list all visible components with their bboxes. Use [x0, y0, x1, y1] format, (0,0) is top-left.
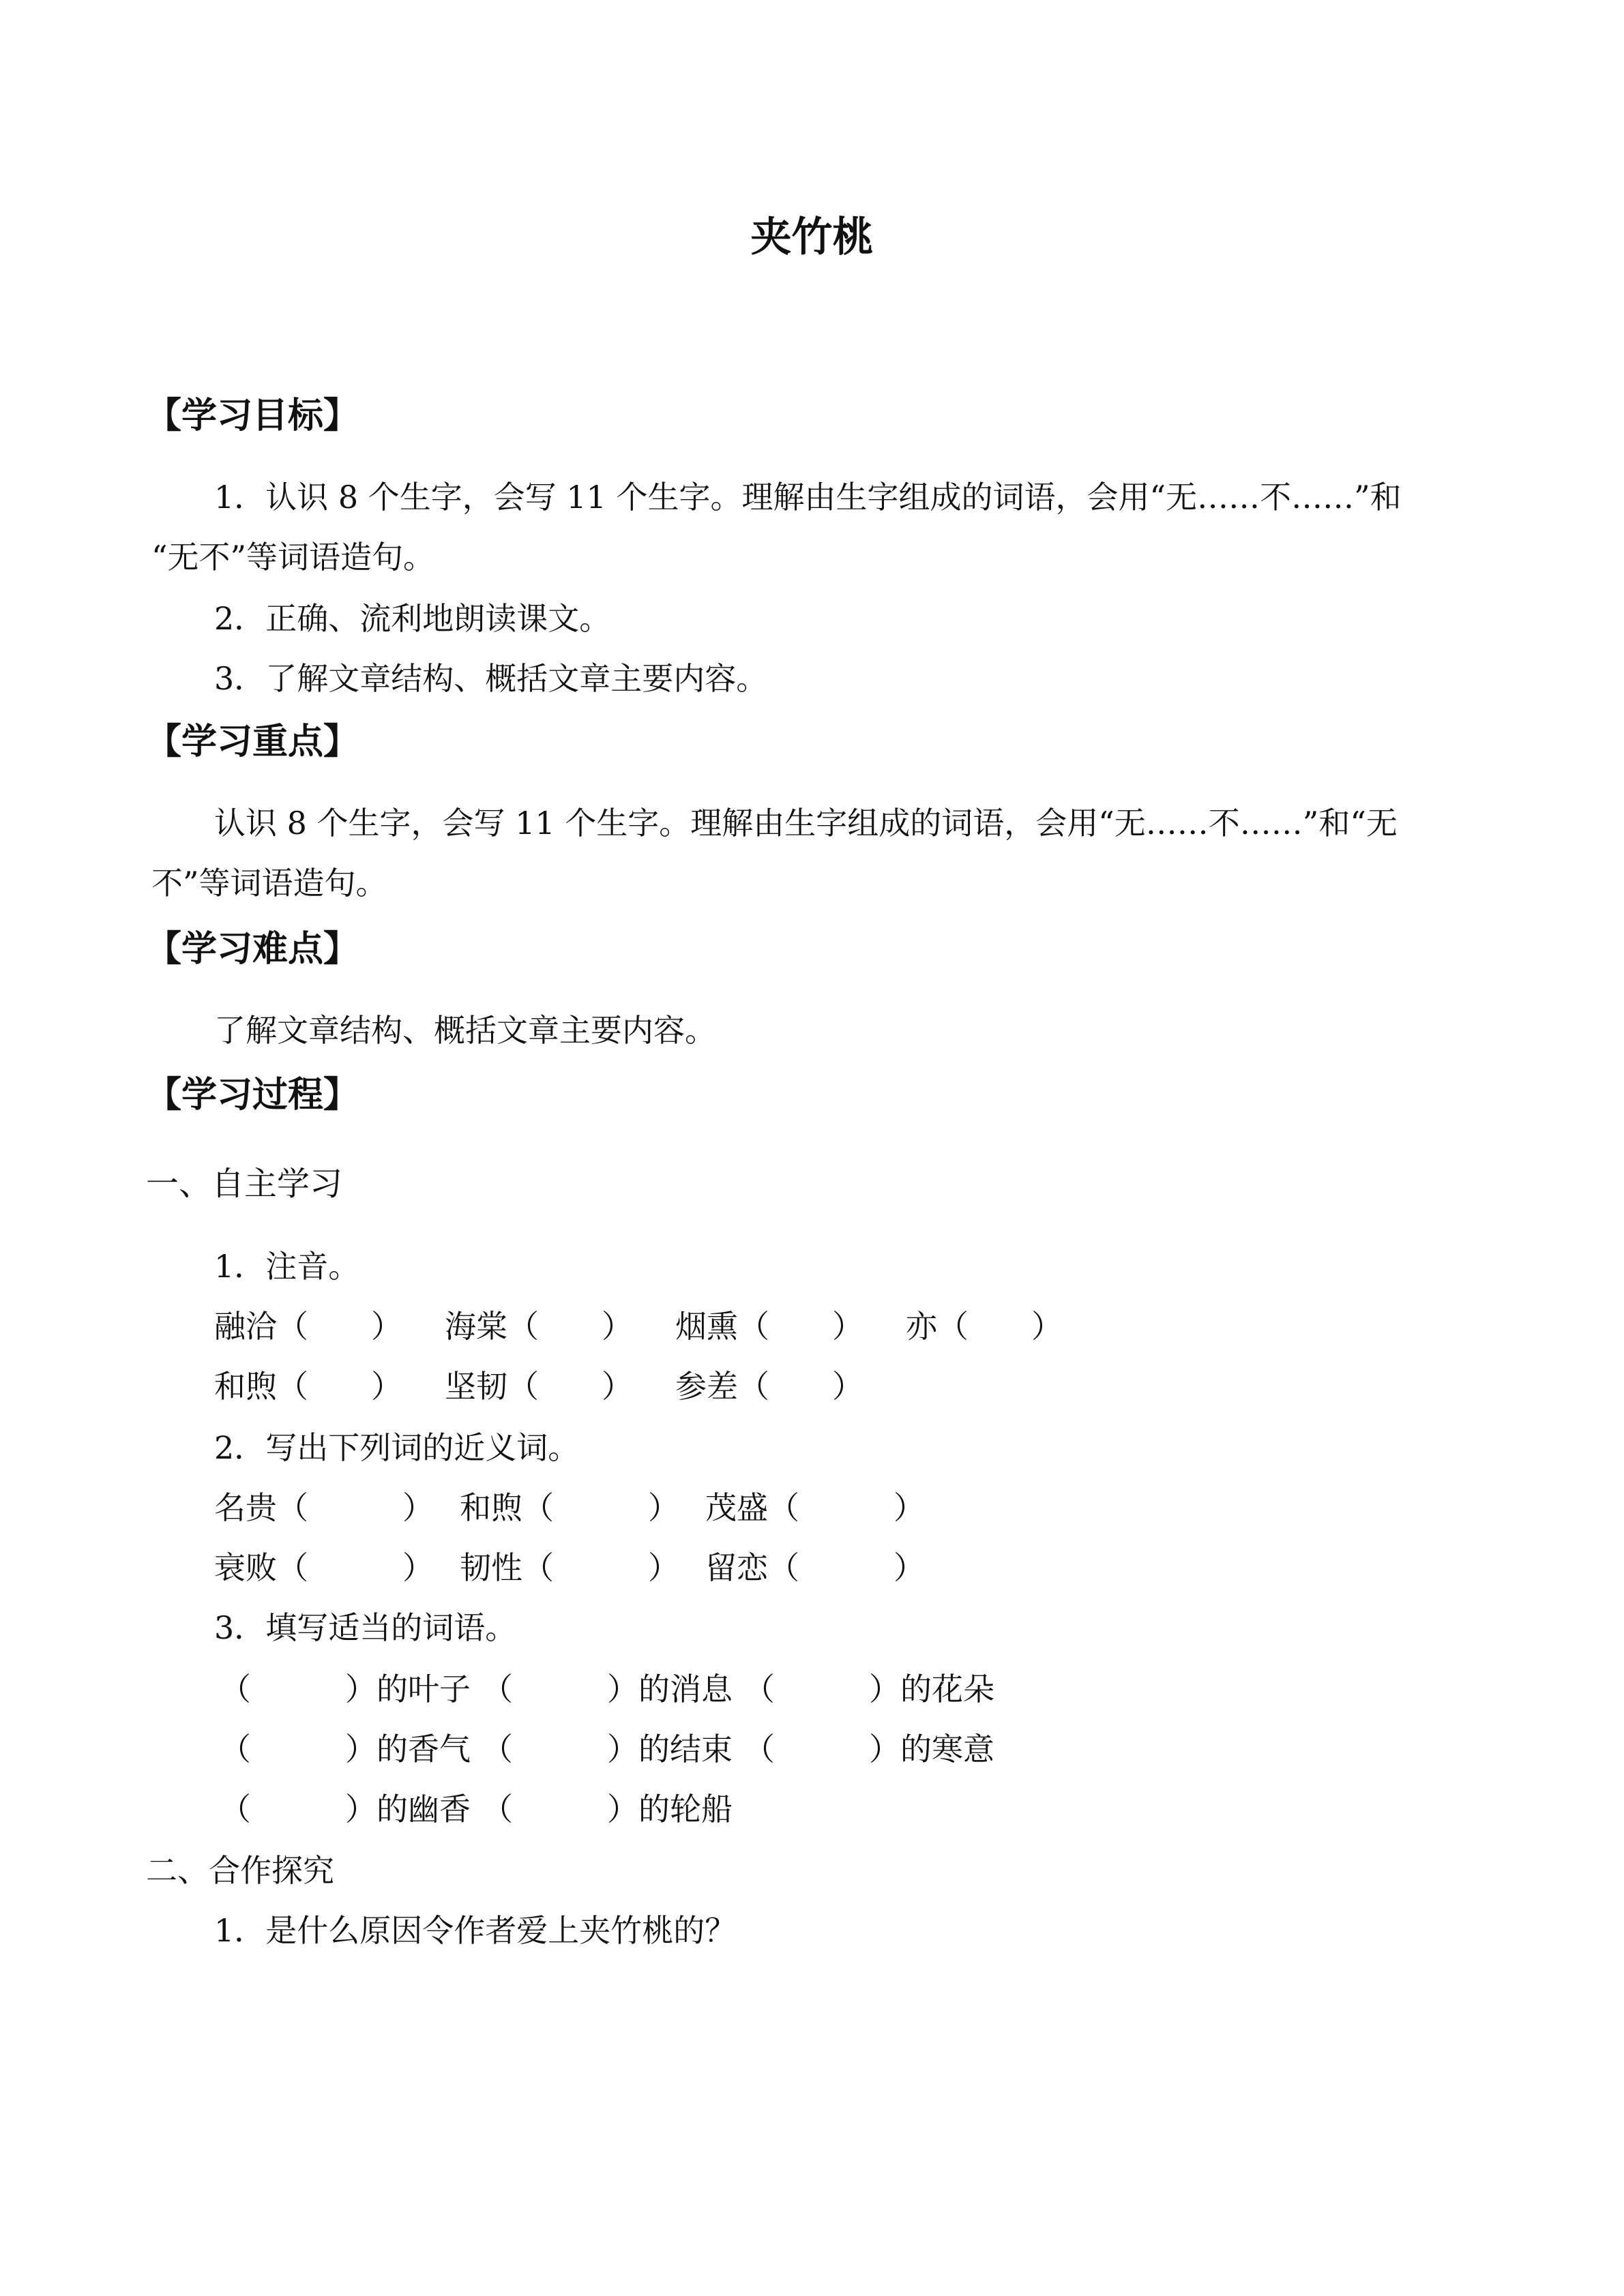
pinyin-item: 烟熏（ ）: [675, 1308, 863, 1345]
heading-process: 【学习过程】: [146, 1074, 359, 1116]
goal-item-2: 2．正确、流利地朗读课文。: [214, 600, 611, 637]
goal-item-3: 3．了解文章结构、概括文章主要内容。: [214, 660, 768, 697]
fill-item: （ ）的叶子: [220, 1671, 471, 1708]
synonym-item: 留恋（ ）: [705, 1549, 925, 1586]
fill-item: （ ）的幽香: [220, 1791, 471, 1828]
pinyin-item: 融洽（ ）: [214, 1308, 402, 1345]
section-2-question-1: 1．是什么原因令作者爱上夹竹桃的？: [214, 1912, 737, 1949]
synonym-item: 和煦（ ）: [460, 1489, 679, 1526]
page-title: 夹竹桃: [750, 213, 874, 261]
fill-item: （ ）的花朵: [743, 1671, 994, 1708]
key-point-line-2: 不”等词语造句。: [151, 865, 387, 901]
synonym-item: 韧性（ ）: [460, 1549, 679, 1586]
fill-item: （ ）的香气: [220, 1731, 471, 1768]
synonym-item: 茂盛（ ）: [705, 1489, 925, 1526]
difficult-point-text: 了解文章结构、概括文章主要内容。: [214, 1012, 716, 1049]
pinyin-item: 和煦（ ）: [214, 1368, 402, 1405]
pinyin-item: 亦（ ）: [906, 1308, 1063, 1345]
synonym-item: 衰败（ ）: [214, 1549, 434, 1586]
pinyin-item: 参差（ ）: [675, 1368, 863, 1405]
heading-goals: 【学习目标】: [146, 395, 359, 436]
fill-item: （ ）的结束: [482, 1731, 733, 1768]
goal-item-1-line-2: “无不”等词语造句。: [151, 539, 435, 576]
section-1-question-3: 3．填写适当的词语。: [214, 1609, 517, 1646]
section-1-question-1: 1．注音。: [214, 1248, 360, 1285]
goal-item-1-line-1: 1．认识 8 个生字，会写 11 个生字。理解由生字组成的词语，会用“无……不……”和: [214, 479, 1402, 516]
heading-difficult-point: 【学习难点】: [146, 928, 359, 970]
pinyin-item: 坚韧（ ）: [445, 1368, 633, 1405]
fill-item: （ ）的寒意: [743, 1731, 994, 1768]
section-1-heading: 一、自主学习: [146, 1165, 343, 1203]
fill-item: （ ）的轮船: [482, 1791, 733, 1828]
section-2-heading: 二、合作探究: [146, 1852, 334, 1889]
fill-item: （ ）的消息: [482, 1671, 733, 1708]
synonym-item: 名贵（ ）: [214, 1489, 434, 1526]
section-1-question-2: 2．写出下列词的近义词。: [214, 1429, 580, 1466]
pinyin-item: 海棠（ ）: [445, 1308, 633, 1345]
heading-key-point: 【学习重点】: [146, 721, 359, 762]
key-point-line-1: 认识 8 个生字，会写 11 个生字。理解由生字组成的词语，会用“无……不……”和“无: [214, 805, 1398, 841]
